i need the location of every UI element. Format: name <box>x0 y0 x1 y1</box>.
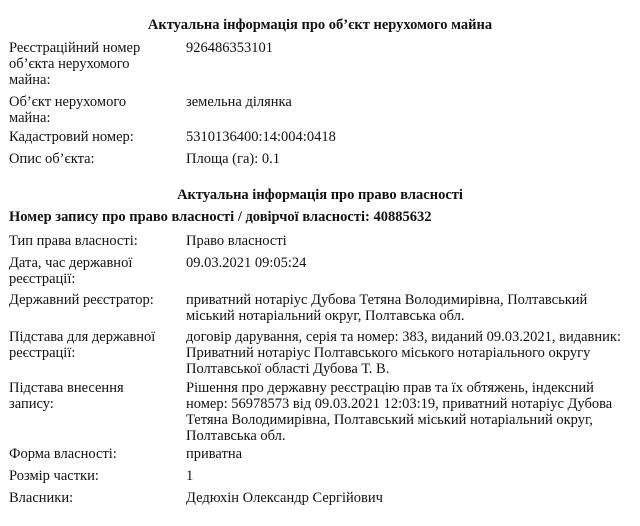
object-section-title: Актуальна інформація про об’єкт нерухомого майна <box>147 17 493 33</box>
field-value: Площа (га): 0.1 <box>186 151 281 167</box>
field-value: земельна ділянка <box>186 94 292 110</box>
field-value: 926486353101 <box>186 40 273 56</box>
field-label: Дата, час державної реєстрації: <box>9 255 133 287</box>
field-label: Тип права власності: <box>9 233 138 249</box>
field-value: приватна <box>186 446 243 462</box>
field-label: Підстава внесення запису: <box>9 380 124 412</box>
field-value: договір дарування, серія та номер: 383, виданий 09.03.2021, видавник: Приватний нотаріус Полтавського міського нотаріального округу Полтавської області Дубова Т. В. <box>186 329 621 377</box>
field-value: приватний нотаріус Дубова Тетяна Володимирівна, Полтавський міський нотаріальний округ, Полтавська обл. <box>186 292 588 324</box>
ownership-record-heading: Номер запису про право власності / довірчої власності: 40885632 <box>9 209 432 225</box>
field-label: Форма власності: <box>9 446 117 462</box>
field-value: 09.03.2021 09:05:24 <box>186 255 307 271</box>
field-label: Об’єкт нерухомого майна: <box>9 94 127 126</box>
field-value: Дедюхін Олександр Сергійович <box>186 490 383 506</box>
field-value: 5310136400:14:004:0418 <box>186 129 336 145</box>
ownership-section-title: Актуальна інформація про право власності <box>177 187 463 203</box>
field-value: 1 <box>186 468 194 484</box>
field-value: Право власності <box>186 233 287 249</box>
field-label: Підстава для державної реєстрації: <box>9 329 156 361</box>
field-label: Розмір частки: <box>9 468 99 484</box>
field-label: Опис об’єкта: <box>9 151 95 167</box>
field-label: Державний реєстратор: <box>9 292 154 308</box>
field-label: Кадастровий номер: <box>9 129 134 145</box>
field-value: Рішення про державну реєстрацію прав та їх обтяжень, індексний номер: 56978573 від 09.03.2021 12:03:19, приватний нотаріус Дубова Тетяна Володимирівна, Полтавський міський нотаріальний округ, Полтавська обл. <box>186 380 613 444</box>
field-label: Власники: <box>9 490 74 506</box>
field-label: Реєстраційний номер об’єкта нерухомого майна: <box>9 40 141 88</box>
